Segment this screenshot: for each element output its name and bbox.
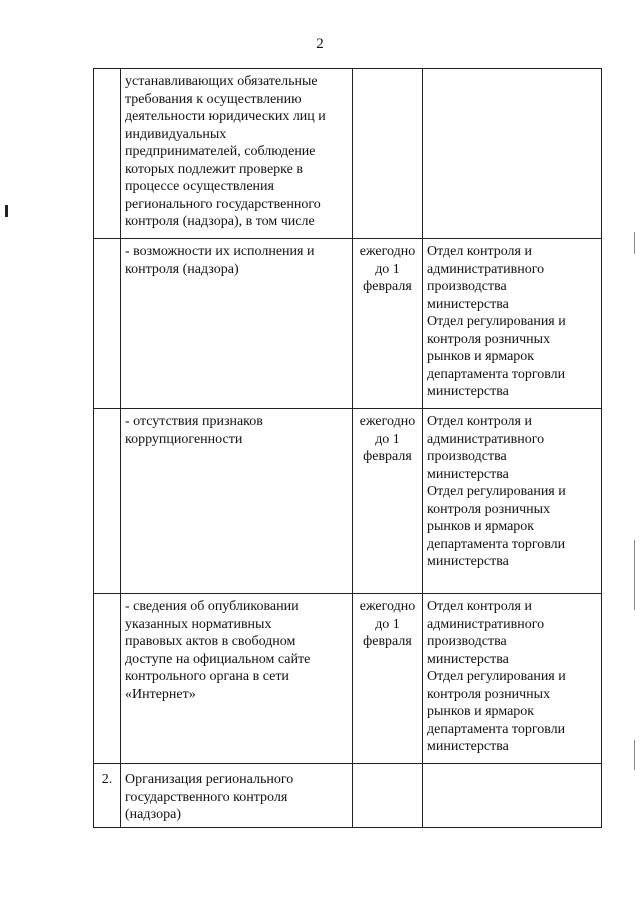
task-cell — [121, 239, 353, 409]
responsible-text-line: министерства — [427, 554, 509, 569]
responsible-text-line: административного — [427, 261, 545, 277]
term-cell — [353, 594, 423, 764]
responsible-text-line: производства — [427, 449, 507, 464]
table-row — [94, 594, 602, 764]
term-cell — [353, 409, 423, 594]
responsible-text-line: контроля розничных — [427, 331, 551, 347]
task-text-line: - сведения об опубликовании — [125, 599, 299, 614]
task-text-line: контроля (надзора), в том числе — [125, 214, 315, 229]
task-cell — [121, 764, 353, 828]
task-text-line: Организация регионального — [125, 772, 294, 787]
responsible-cell — [423, 409, 602, 594]
task-cell — [121, 409, 353, 594]
responsible-text-line: производства — [427, 279, 507, 294]
responsible-cell — [423, 239, 602, 409]
responsible-text-line: министерства — [427, 651, 509, 667]
term-text-line: ежегодно — [359, 414, 416, 429]
task-text-line: правовых актов в свободном — [125, 634, 296, 649]
task-text-line: (надзора) — [125, 807, 181, 822]
responsible-text-line: Отдел контроля и — [427, 414, 532, 429]
responsible-text-line: Отдел контроля и — [427, 599, 532, 614]
page-number: 2 — [316, 36, 324, 52]
term-cell — [353, 239, 423, 409]
task-cell — [121, 69, 353, 239]
table-row — [94, 69, 602, 239]
responsible-text-line: министерства — [427, 466, 509, 482]
scan-mark — [634, 540, 635, 610]
task-cell — [121, 594, 353, 764]
responsible-text-line: контроля розничных — [427, 501, 551, 517]
responsible-text-line: министерства — [427, 739, 509, 754]
table-row — [94, 409, 602, 594]
task-text-line: контрольного органа в сети — [125, 669, 289, 684]
term-cell — [353, 764, 423, 828]
task-text-line: устанавливающих обязательные — [125, 74, 318, 89]
responsible-text-line: Отдел регулирования и — [427, 314, 566, 329]
term-text-line: ежегодно — [359, 244, 416, 259]
task-text-line: доступе на официальном сайте — [125, 651, 311, 667]
task-text-line: «Интернет» — [125, 686, 196, 702]
responsible-text-line: контроля розничных — [427, 686, 551, 702]
responsible-cell — [423, 594, 602, 764]
responsible-text-line: рынков и ярмарок — [427, 519, 535, 534]
task-text-line: коррупциогенности — [125, 431, 243, 447]
task-text-line: - возможности их исполнения и — [125, 244, 315, 259]
table-row — [94, 239, 602, 409]
responsible-text-line: административного — [427, 431, 545, 447]
term-text-line: февраля — [363, 279, 412, 294]
responsible-text-line: департамента торговли — [427, 536, 566, 552]
responsible-cell — [423, 764, 602, 828]
term-text-line: февраля — [363, 634, 412, 649]
term-text-line: до 1 — [375, 431, 400, 447]
task-text-line: требования к осуществлению — [125, 91, 302, 107]
table-row — [94, 764, 602, 828]
responsible-text-line: Отдел контроля и — [427, 244, 532, 259]
task-text-line: которых подлежит проверке в — [125, 161, 303, 177]
number-cell — [94, 409, 121, 594]
task-text-line: индивидуальных — [125, 126, 227, 142]
task-text-line: процессе осуществления — [125, 179, 274, 194]
term-text-line: до 1 — [375, 616, 400, 632]
number-cell: 2. — [94, 764, 121, 828]
term-text-line: ежегодно — [359, 599, 416, 614]
scan-mark — [5, 205, 8, 217]
responsible-text-line: производства — [427, 634, 507, 649]
task-text-line: - отсутствия признаков — [125, 414, 263, 429]
task-text-line: деятельности юридических лиц и — [125, 109, 326, 124]
task-text-line: регионального государственного — [125, 196, 321, 212]
term-text-line: до 1 — [375, 261, 400, 277]
term-text-line: февраля — [363, 449, 412, 464]
responsible-text-line: рынков и ярмарок — [427, 704, 535, 719]
responsible-text-line: министерства — [427, 296, 509, 312]
number-cell — [94, 594, 121, 764]
task-text-line: контроля (надзора) — [125, 261, 239, 277]
task-text-line: указанных нормативных — [125, 616, 272, 632]
responsible-text-line: рынков и ярмарок — [427, 349, 535, 364]
scan-mark — [634, 740, 635, 770]
responsible-text-line: министерства — [427, 384, 509, 399]
responsible-text-line: департамента торговли — [427, 721, 566, 737]
scan-mark — [634, 232, 635, 254]
task-text-line: предпринимателей, соблюдение — [125, 144, 316, 159]
responsible-cell — [423, 69, 602, 239]
number-cell — [94, 69, 121, 239]
responsible-text-line: Отдел регулирования и — [427, 669, 566, 684]
term-cell — [353, 69, 423, 239]
responsible-text-line: административного — [427, 616, 545, 632]
plan-table — [93, 68, 602, 828]
number-cell — [94, 239, 121, 409]
responsible-text-line: департамента торговли — [427, 366, 566, 382]
task-text-line: государственного контроля — [125, 789, 288, 805]
responsible-text-line: Отдел регулирования и — [427, 484, 566, 499]
